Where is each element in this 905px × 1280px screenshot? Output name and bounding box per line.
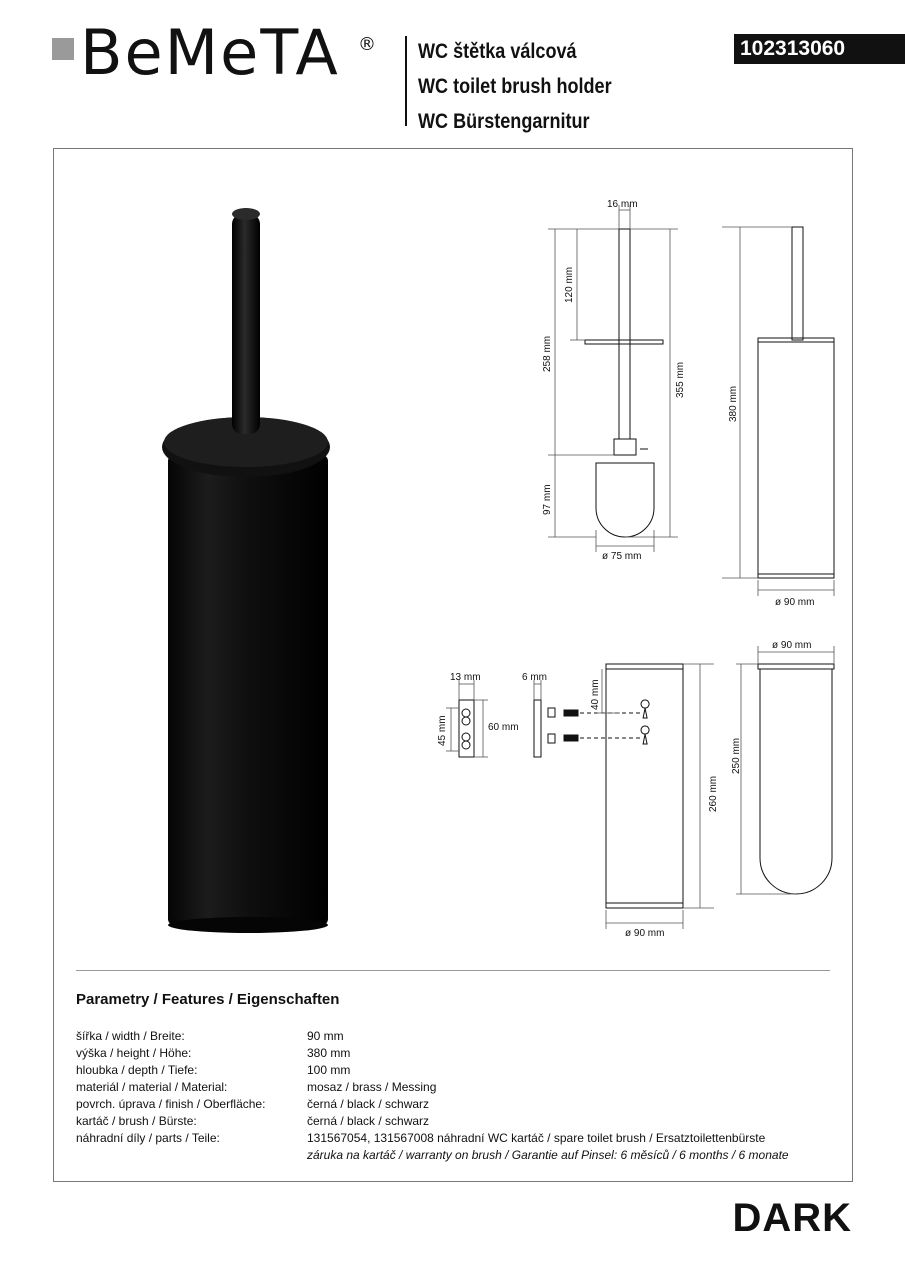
dim-plate-thickness: 6 mm [522,672,547,683]
warranty-note: záruka na kartáč / warranty on brush / Garantie auf Pinsel: 6 měsíců / 6 months / 6 monate [307,1148,789,1162]
dim-brush-upper: 258 mm [542,335,553,372]
spec-value: 100 mm [307,1063,351,1077]
dim-holder-height: 380 mm [728,385,739,422]
dim-bracket-height: 45 mm [437,715,448,746]
dim-mount-offset: 40 mm [590,679,601,710]
dim-head-diameter: ø 75 mm [602,551,642,562]
dim-head-height: 97 mm [542,484,553,515]
spec-value: 380 mm [307,1046,351,1060]
title-en: WC toilet brush holder [418,75,612,98]
features-title: Parametry / Features / Eigenschaften [76,991,340,1008]
spec-label: výška / height / Höhe: [76,1046,192,1060]
section-divider [76,970,830,971]
dim-holder-diameter: ø 90 mm [775,597,815,608]
dim-cup-height: 250 mm [731,737,742,774]
spec-label: povrch. úprava / finish / Oberfläche: [76,1097,266,1111]
product-code: 102313060 [734,34,905,64]
dim-cup-diameter: ø 90 mm [772,640,812,651]
dim-brush-total: 355 mm [675,361,686,398]
brush-drawing [585,229,663,537]
dim-body-diameter: ø 90 mm [625,928,665,939]
variant-label: DARK [732,1196,852,1240]
spec-values [307,1028,789,1164]
spec-label: náhradní díly / parts / Teile: [76,1131,220,1145]
spec-value: mosaz / brass / Messing [307,1080,437,1094]
spec-label: hloubka / depth / Tiefe: [76,1063,198,1077]
cup-drawing [758,664,834,894]
dim-rod-width: 16 mm [607,199,638,210]
registered-mark: ® [358,34,376,55]
spec-value: 90 mm [307,1029,344,1043]
title-de: WC Bürstengarnitur [418,110,590,133]
brand-logo: BeMeTA [80,16,340,89]
bracket-drawing [459,700,640,757]
spec-label: šířka / width / Breite: [76,1029,185,1043]
dim-bracket-span: 60 mm [488,722,519,733]
title-cz: WC štětka válcová [418,40,577,63]
dim-body-height: 260 mm [708,775,719,812]
holder-drawing [758,227,834,578]
spec-value: černá / black / schwarz [307,1097,430,1111]
mount-body-drawing [606,664,683,908]
dim-bracket-width: 13 mm [450,672,481,683]
spec-label: materiál / material / Material: [76,1080,228,1094]
spec-value: 131567054, 131567008 náhradní WC kartáč / spare toilet brush / Ersatztoilettenbürste [307,1131,766,1145]
spec-label: kartáč / brush / Bürste: [76,1114,197,1128]
product-photo [162,208,330,933]
dim-brush-top: 120 mm [564,266,575,303]
spec-labels [76,1028,265,1147]
spec-value: černá / black / schwarz [307,1114,430,1128]
